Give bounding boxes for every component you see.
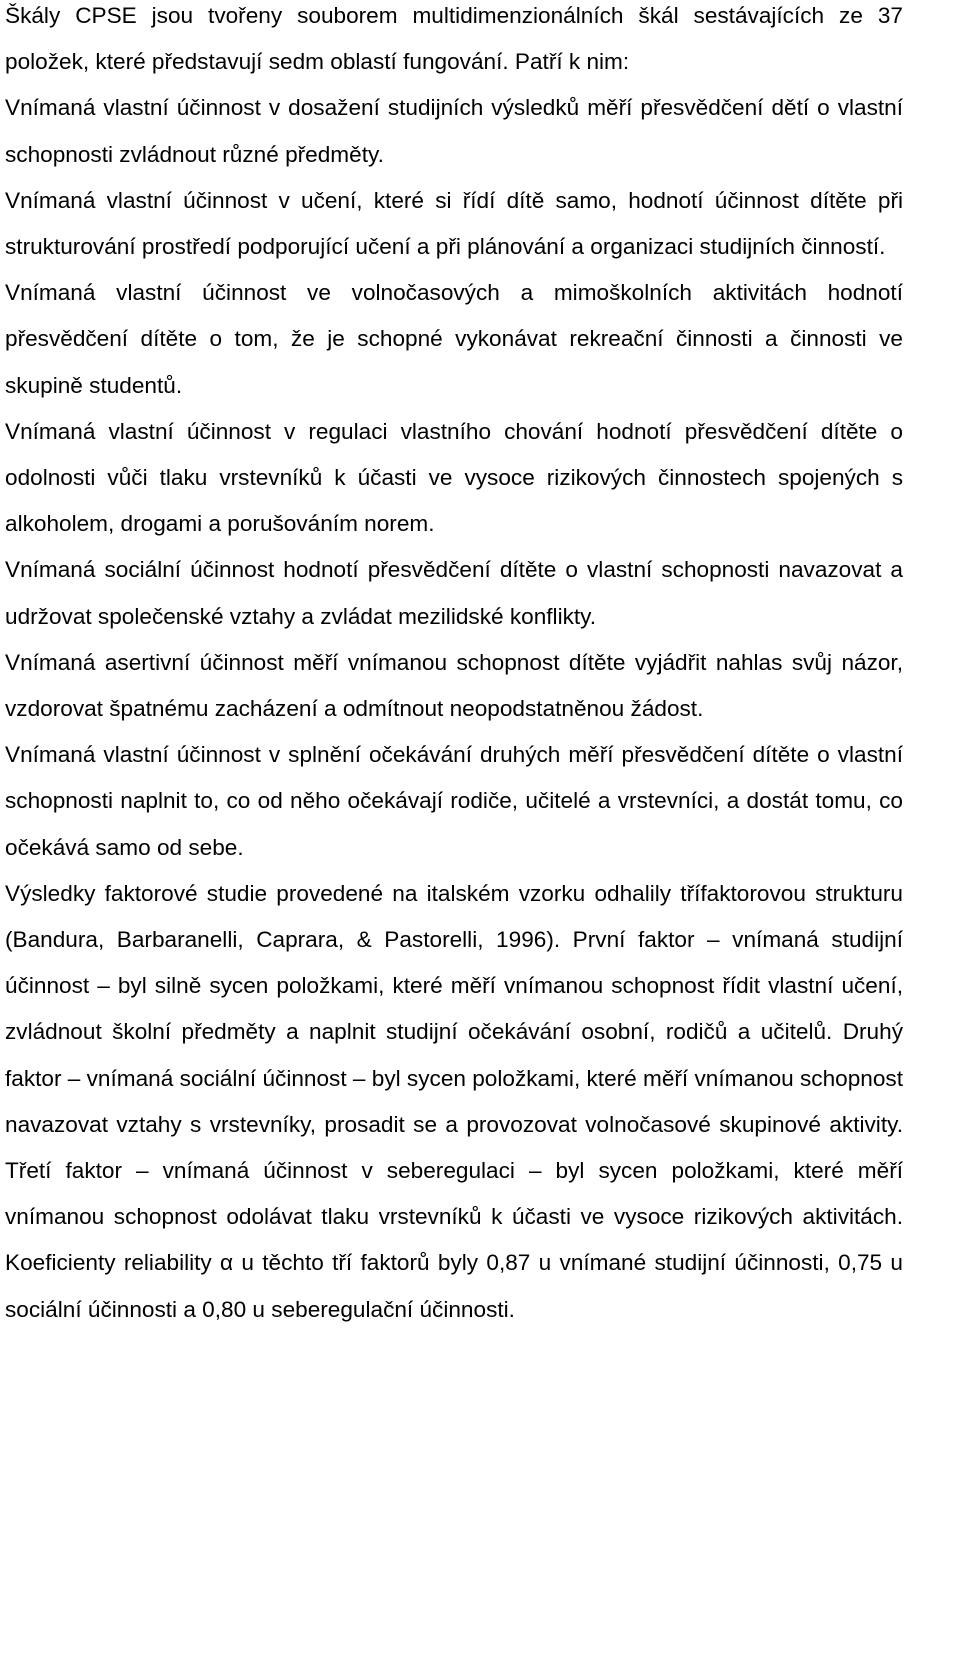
paragraph-intro: Škály CPSE jsou tvořeny souborem multidimenzionálních škál sestávajících ze 37 položek, které představují sedm oblastí fungování. Patří k nim: [5, 3, 903, 75]
paragraph-social-efficacy: Vnímaná sociální účinnost hodnotí přesvědčení dítěte o vlastní schopnosti navazovat a udržovat společenské vztahy a zvládat mezilidské konflikty. [5, 557, 903, 629]
paragraph-assertive-efficacy: Vnímaná asertivní účinnost měří vnímanou schopnost dítěte vyjádřit nahlas svůj názor, vzdorovat špatnému zacházení a odmítnout neopodstatněnou žádost. [5, 649, 903, 722]
paragraph-factor-study: Výsledky faktorové studie provedené na italském vzorku odhalily třífaktorovou strukturu (Bandura, Barbaranelli, Caprara, & Pastorelli, 1996). První faktor – vnímaná studijní účinnost – byl silně sycen položkami, které měří vnímanou schopnost řídit vlastní učení, zvládnout školní předměty a naplnit studijní očekávání osobní, rodičů a učitelů. Druhý faktor – vnímaná sociální účinnost – byl sycen položkami, které měří vnímanou schopnost navazovat vztahy s vrstevníky, prosadit se a provozovat volnočasové skupinové aktivity. Třetí faktor – vnímaná účinnost v seberegulaci – byl sycen položkami, které měří vnímanou schopnost odolávat tlaku vrstevníků k účasti ve vysoce rizikových aktivitách. Koeficienty reliability α u těchto tří faktorů byly 0,87 u vnímané studijní účinnosti, 0,75 u sociální účinnosti a 0,80 u seberegulační účinnosti. [5, 880, 903, 1322]
document-page [5, 0, 903, 1333]
paragraph-meeting-expectations: Vnímaná vlastní účinnost v splnění očekávání druhých měří přesvědčení dítěte o vlastní schopnosti naplnit to, co od něho očekávají rodiče, učitelé a vrstevníci, a dostát tomu, co očekává samo od sebe. [5, 742, 903, 860]
paragraph-behavior-regulation: Vnímaná vlastní účinnost v regulaci vlastního chování hodnotí přesvědčení dítěte o odolnosti vůči tlaku vrstevníků k účasti ve vysoce rizikových činnostech spojených s alkoholem, drogami a porušováním norem. [5, 418, 903, 537]
paragraph-academic-efficacy: Vnímaná vlastní účinnost v dosažení studijních výsledků měří přesvědčení dětí o vlastní schopnosti zvládnout různé předměty. [5, 95, 903, 167]
paragraph-self-regulated-learning: Vnímaná vlastní účinnost v učení, které si řídí dítě samo, hodnotí účinnost dítěte při strukturování prostředí podporující učení a při plánování a organizaci studijních činností. [5, 187, 903, 260]
paragraph-leisure-activities: Vnímaná vlastní účinnost ve volnočasových a mimoškolních aktivitách hodnotí přesvědčení dítěte o tom, že je schopné vykonávat rekreační činnosti a činnosti ve skupině studentů. [5, 280, 903, 398]
